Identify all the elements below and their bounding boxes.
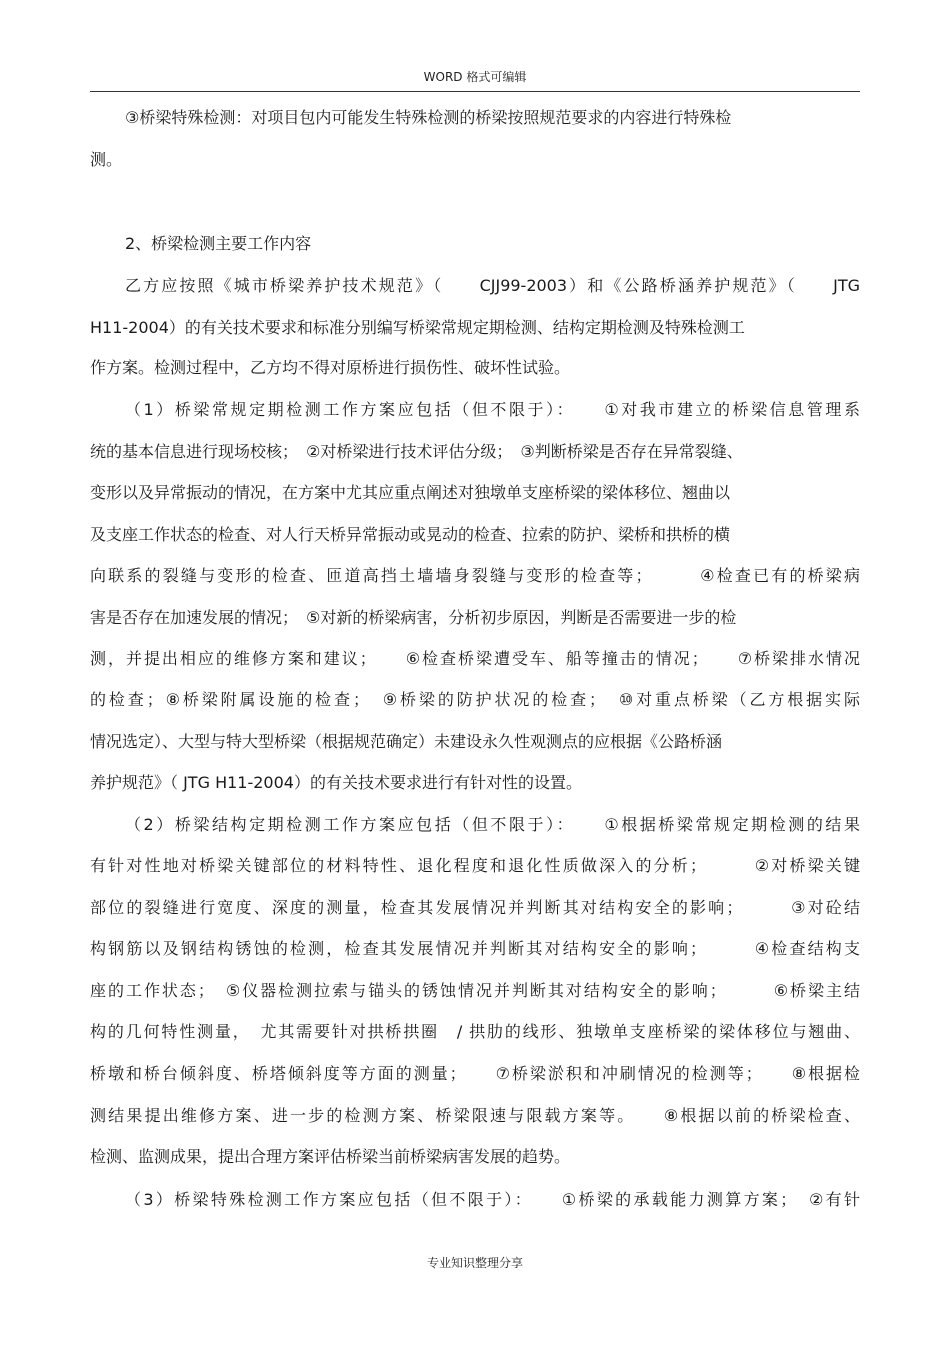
text-line: 及支座工作状态的检查、对人行天桥异常振动或晃动的检查、拉索的防护、梁桥和拱桥的横 (90, 525, 731, 544)
text-line: 有针对性地对桥梁关键部位的材料特性、退化程度和退化性质做深入的分析； ②对桥梁关键 (90, 856, 860, 875)
text-line: 测结果提出维修方案、进一步的检测方案、桥梁限速与限载方案等。 ⑧根据以前的桥梁检查、 (90, 1106, 860, 1125)
text-line: 测。 (90, 150, 123, 169)
text-line: 2、桥梁检测主要工作内容 (125, 234, 312, 253)
text-line: ③桥梁特殊检测：对项目包内可能发生特殊检测的桥梁按照规范要求的内容进行特殊检 (125, 108, 732, 127)
text-line: H11-2004）的有关技术要求和标准分别编写桥梁常规定期检测、结构定期检测及特殊检测工 (90, 318, 745, 337)
text-line: 向联系的裂缝与变形的检查、匝道高挡土墙墙身裂缝与变形的检查等； ④检查已有的桥梁病 (90, 566, 860, 585)
text-line: 统的基本信息进行现场校核； ②对桥梁进行技术评估分级； ③判断桥梁是否存在异常裂缝、 (90, 442, 743, 461)
text-line: 乙方应按照《城市桥梁养护技术规范》（ CJJ99-2003）和《公路桥涵养护规范》（ JTG (125, 276, 860, 295)
text-line: 桥墩和桥台倾斜度、桥塔倾斜度等方面的测量； ⑦桥梁淤积和冲刷情况的检测等； ⑧根据检 (90, 1064, 860, 1083)
text-line: 的检查；⑧桥梁附属设施的检查； ⑨桥梁的防护状况的检查； ⑩对重点桥梁（乙方根据实际 (90, 690, 860, 709)
text-line: 构的几何特性测量， 尤其需要针对拱桥拱圈 / 拱肋的线形、独墩单支座桥梁的梁体移位与翘曲、 (90, 1022, 860, 1041)
text-line: 测，并提出相应的维修方案和建议； ⑥检查桥梁遭受车、船等撞击的情况； ⑦桥梁排水情况 (90, 649, 860, 668)
page-footer: 专业知识整理分享 (426, 1256, 523, 1270)
text-line: （1）桥梁常规定期检测工作方案应包括（但不限于）： ①对我市建立的桥梁信息管理系 (125, 400, 860, 419)
text-line: 座的工作状态； ⑤仪器检测拉索与锚头的锈蚀情况并判断其对结构安全的影响； ⑥桥梁主结 (90, 981, 860, 1000)
text-line: 部位的裂缝进行宽度、深度的测量，检查其发展情况并判断其对结构安全的影响； ③对砼结 (90, 898, 860, 917)
text-line: 构钢筋以及钢结构锈蚀的检测，检查其发展情况并判断其对结构安全的影响； ④检查结构支 (90, 939, 860, 958)
page-header: WORD 格式可编辑 (423, 70, 527, 84)
text-line: 检测、监测成果，提出合理方案评估桥梁当前桥梁病害发展的趋势。 (90, 1147, 571, 1166)
text-line: 害是否存在加速发展的情况； ⑤对新的桥梁病害，分析初步原因，判断是否需要进一步的检 (90, 608, 737, 627)
text-line: 养护规范》（ JTG H11-2004）的有关技术要求进行有针对性的设置。 (90, 773, 582, 792)
header-divider (90, 91, 860, 92)
text-line: （2）桥梁结构定期检测工作方案应包括（但不限于）： ①根据桥梁常规定期检测的结果 (125, 815, 860, 834)
text-line: 作方案。检测过程中，乙方均不得对原桥进行损伤性、破坏性试验。 (90, 358, 571, 377)
text-line: 情况选定）、大型与特大型桥梁（根据规范确定）未建设永久性观测点的应根据《公路桥涵 (90, 732, 723, 751)
text-line: 变形以及异常振动的情况，在方案中尤其应重点阐述对独墩单支座桥梁的梁体移位、翘曲以 (90, 483, 731, 502)
text-line: （3）桥梁特殊检测工作方案应包括（但不限于）： ①桥梁的承载能力测算方案； ②有针 (125, 1190, 860, 1209)
